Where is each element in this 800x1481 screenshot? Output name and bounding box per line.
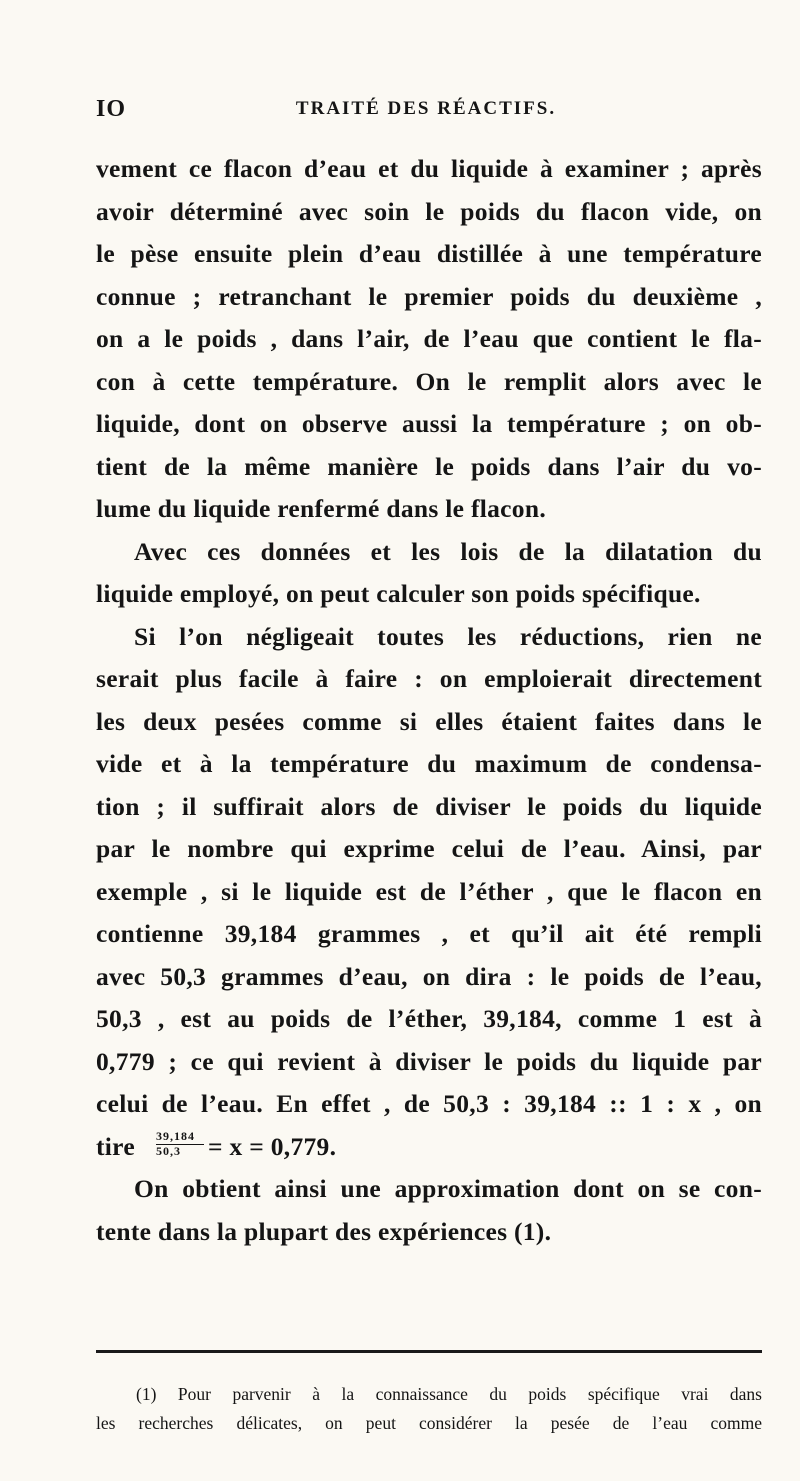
- text-line: exemple , si le liquide est de l’éther , que le flacon en: [96, 876, 762, 906]
- text-line: Avec ces données et les lois de la dilatation du: [134, 536, 762, 566]
- main-text: [96, 148, 762, 1253]
- footnote-line: les recherches délicates, on peut considérer la pesée de l’eau comme: [96, 1413, 762, 1433]
- text-line: tion ; il suffirait alors de diviser le poids du liquide: [96, 791, 762, 821]
- fraction-numerator: 39,184: [156, 1130, 204, 1145]
- page-number: IO: [96, 96, 127, 122]
- text-line: tente dans la plupart des expériences (1).: [96, 1216, 552, 1246]
- footnote-divider: [96, 1350, 762, 1353]
- footnote-line: (1) Pour parvenir à la connaissance du poids spécifique vrai dans: [136, 1384, 762, 1404]
- text-line: 50,3 , est au poids de l’éther, 39,184, comme 1 est à: [96, 1004, 762, 1033]
- text-line: 0,779 ; ce qui revient à diviser le poids du liquide par: [96, 1046, 762, 1076]
- text-line: connue ; retranchant le premier poids du deuxième ,: [96, 281, 762, 311]
- paragraph-2: [96, 531, 762, 616]
- running-title: TRAITÉ DES RÉACTIFS.: [295, 98, 557, 119]
- text-line: con à cette température. On le remplit alors avec le: [96, 366, 762, 396]
- text-line: liquide, dont on observe aussi la température ; on ob-: [96, 409, 762, 438]
- text-line: le pèse ensuite plein d’eau distillée à une température: [96, 239, 762, 268]
- text-line: contienne 39,184 grammes , et qu’il ait été rempli: [96, 919, 762, 948]
- text-line: vide et à la température du maximum de condensa-: [96, 749, 762, 778]
- text-line: vement ce flacon d’eau et du liquide à examiner ; après: [96, 154, 762, 183]
- page-header: [96, 96, 736, 132]
- text-line: liquide employé, on peut calculer son poids spécifique.: [96, 579, 701, 608]
- text-line: tient de la même manière le poids dans l’air du vo-: [96, 451, 762, 481]
- text-line: Si l’on négligeait toutes les réductions, rien ne: [134, 621, 762, 651]
- text-line: lume du liquide renfermé dans le flacon.: [96, 494, 546, 523]
- paragraph-1: [96, 148, 762, 531]
- paragraph-3: [96, 616, 762, 1169]
- text-line: les deux pesées comme si elles étaient faites dans le: [96, 706, 762, 736]
- formula-line: [96, 1126, 762, 1169]
- text-line: serait plus facile à faire : on emploierait directement: [96, 664, 762, 693]
- paragraph-4: [96, 1168, 762, 1253]
- formula-prefix: tire: [96, 1131, 135, 1161]
- text-line: par le nombre qui exprime celui de l’eau. Ainsi, par: [96, 834, 762, 863]
- formula-result: = x = 0,779.: [208, 1131, 337, 1161]
- text-line: celui de l’eau. En effet , de 50,3 : 39,184 :: 1 : x , on: [96, 1089, 762, 1118]
- text-line: on a le poids , dans l’air, de l’eau que contient le fla-: [96, 324, 762, 353]
- fraction-denominator: 50,3: [156, 1143, 181, 1158]
- footnote: [96, 1380, 762, 1438]
- fraction: [156, 1130, 204, 1158]
- text-line: avoir déterminé avec soin le poids du flacon vide, on: [96, 196, 762, 226]
- text-line: avec 50,3 grammes d’eau, on dira : le poids de l’eau,: [96, 961, 762, 991]
- text-line: On obtient ainsi une approximation dont on se con-: [134, 1174, 762, 1203]
